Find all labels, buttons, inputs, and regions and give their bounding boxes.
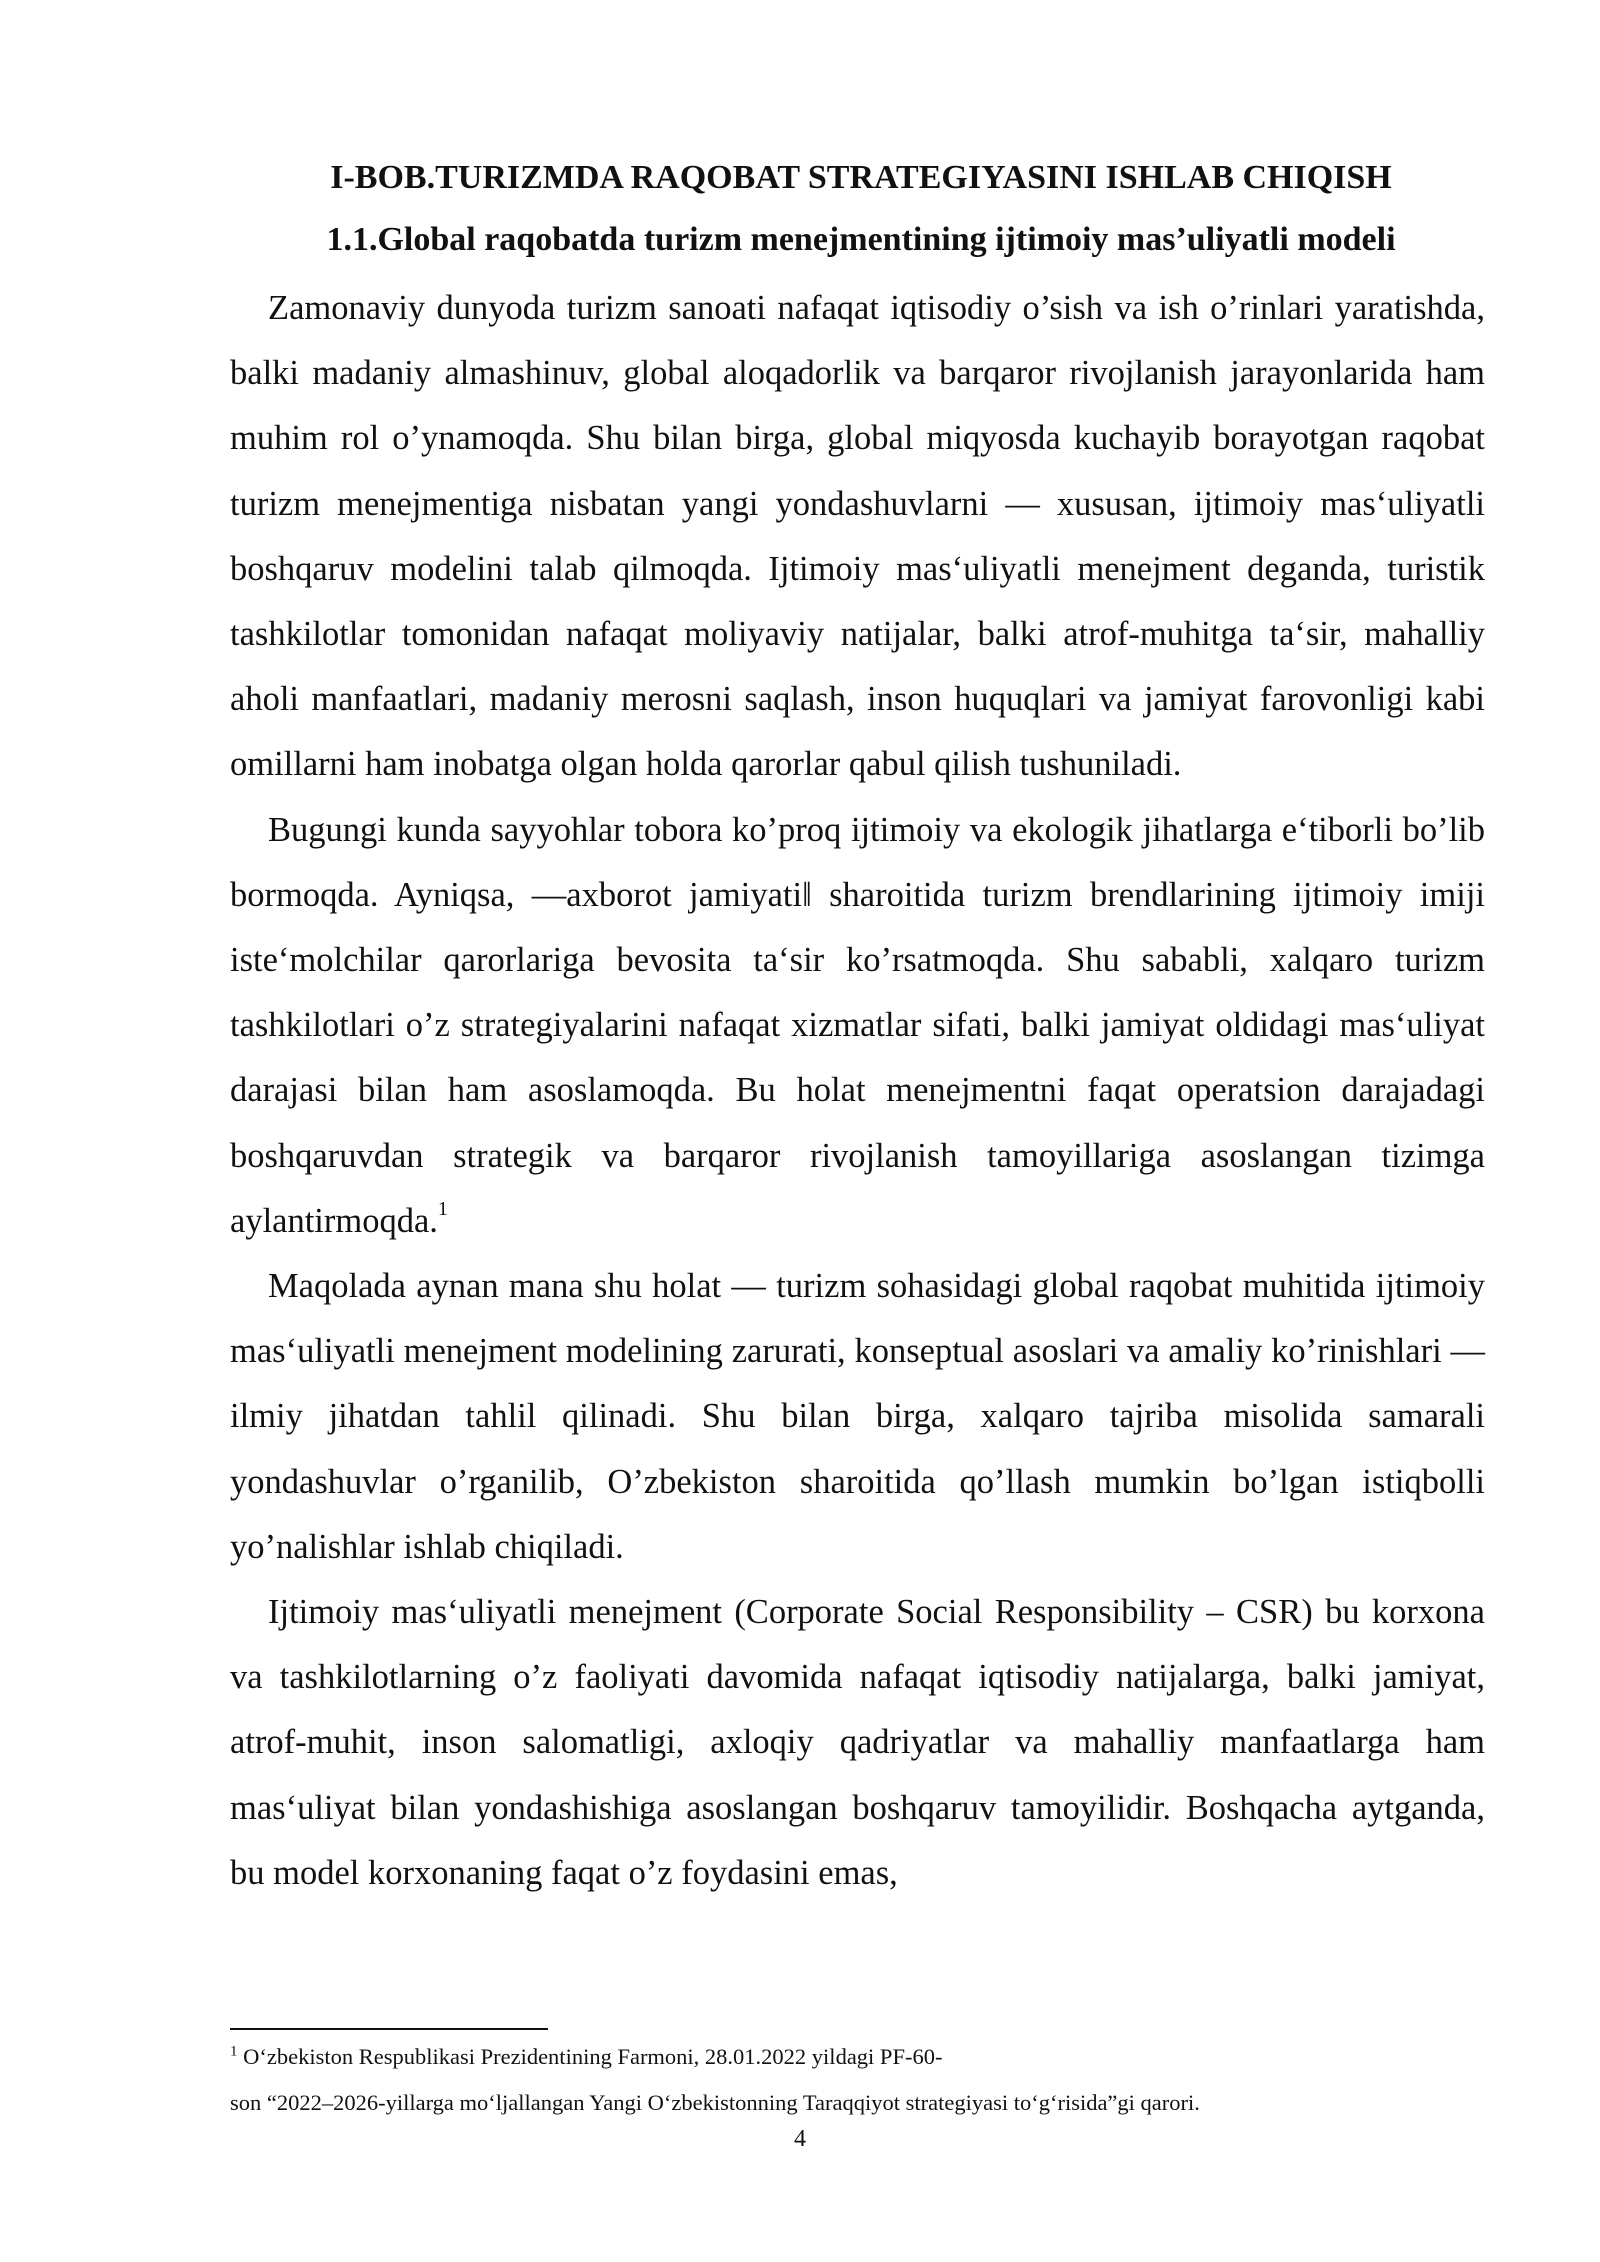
chapter-title: I-BOB.TURIZMDA RAQOBAT STRATEGIYASINI ISHLAB CHIQISH: [330, 159, 1392, 196]
section-title: 1.1.Global raqobatda turizm menejmentining ijtimoiy mas’uliyatli modeli: [326, 221, 1396, 258]
footnote-separator: [230, 2028, 548, 2030]
footnote-reference[interactable]: 1: [437, 1198, 448, 1221]
footnote-text-line-1: O‘zbekiston Respublikasi Prezidentining Farmoni, 28.01.2022 yildagi PF-60-: [237, 2044, 943, 2069]
paragraph: [230, 276, 1485, 798]
body-text: [230, 276, 1485, 1906]
footnote-text-line-2: son “2022–2026-yillarga mo‘ljallangan Yangi O‘zbekistonning Taraqqiyot strategiyasi to‘g‘risida”gi qarori.: [230, 2090, 1200, 2115]
paragraph-text: Ijtimoiy mas‘uliyatli menejment (Corporate Social Responsibility – CSR) bu korxona va tashkilotlarning o’z faoliyati davomida nafaqat iqtisodiy natijalarga, balki jamiyat, atrof-muhit, inson salomatligi, axloqiy qadriyatlar va mahalliy manfaatlarga ham mas‘uliyat bilan yondashishiga asoslangan boshqaruv tamoyilidir. Boshqacha aytganda, bu model korxonaning faqat o’z foydasini emas,: [230, 1593, 1485, 1892]
paragraph: [230, 1254, 1485, 1580]
paragraph: [230, 798, 1485, 1254]
paragraph-text: Zamonaviy dunyoda turizm sanoati nafaqat iqtisodiy o’sish va ish o’rinlari yaratishda, balki madaniy almashinuv, global aloqadorlik va barqaror rivojlanish jarayonlarida ham muhim rol o’ynamoqda. Shu bilan birga, global miqyosda kuchayib borayotgan raqobat turizm menejmentiga nisbatan yangi yondashuvlarni — xususan, ijtimoiy mas‘uliyatli boshqaruv modelini talab qilmoqda. Ijtimoiy mas‘uliyatli menejment deganda, turistik tashkilotlar tomonidan nafaqat moliyaviy natijalar, balki atrof-muhitga ta‘sir, mahalliy aholi manfaatlari, madaniy merosni saqlash, inson huquqlari va jamiyat farovonligi kabi omillarni ham inobatga olgan holda qarorlar qabul qilish tushuniladi.: [230, 289, 1485, 784]
footnote-continuation: [230, 2088, 1490, 2118]
page-number: 4: [794, 2126, 806, 2152]
paragraph-text: Maqolada aynan mana shu holat — turizm sohasidagi global raqobat muhitida ijtimoiy mas‘uliyatli menejment modelining zarurati, konseptual asoslari va amaliy ko’rinishlari — ilmiy jihatdan tahlil qilinadi. Shu bilan birga, xalqaro tajriba misolida samarali yondashuvlar o’rganilib, O’zbekiston sharoitida qo’llash mumkin bo’lgan istiqbolli yo’nalishlar ishlab chiqiladi.: [230, 1267, 1485, 1566]
paragraph: [230, 1580, 1485, 1906]
paragraph-text: Bugungi kunda sayyohlar tobora ko’proq ijtimoiy va ekologik jihatlarga e‘tiborli bo’lib bormoqda. Ayniqsa, ―axborot jamiyati‖ sharoitida turizm brendlarining ijtimoiy imiji iste‘molchilar qarorlariga bevosita ta‘sir ko’rsatmoqda. Shu sababli, xalqaro turizm tashkilotlari o’z strategiyalarini nafaqat xizmatlar sifati, balki jamiyat oldidagi mas‘uliyat darajasi bilan ham asoslamoqda. Bu holat menejmentni faqat operatsion darajadagi boshqaruvdan strategik va barqaror rivojlanish tamoyillariga asoslangan tizimga aylantirmoqda.: [230, 810, 1485, 1240]
footnote-mark: 1: [230, 2043, 238, 2060]
footnote: [230, 2042, 1490, 2072]
